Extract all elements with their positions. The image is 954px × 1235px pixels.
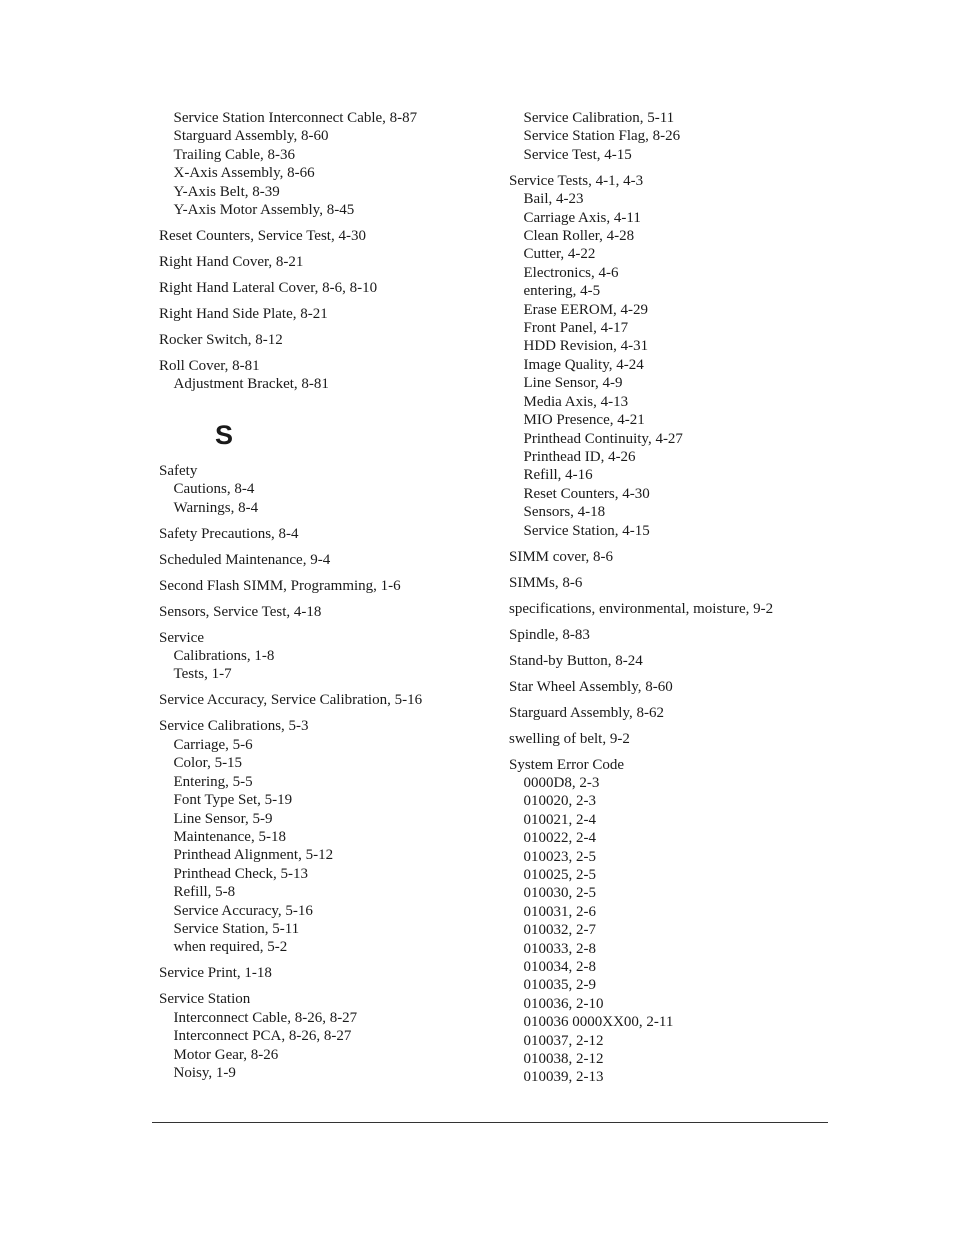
index-entry [159, 990, 489, 1082]
index-main-term: Service Tests, 4-1, 4-3 [509, 172, 644, 189]
index-main-term: Service Print, 1-18 [159, 965, 272, 982]
index-entry [159, 279, 489, 297]
index-main-term: Service Accuracy, Service Calibration, 5-16 [159, 692, 423, 709]
index-subterm: Cautions, 8-4 [173, 481, 255, 498]
index-subterm: Starguard Assembly, 8-60 [173, 128, 329, 145]
index-entry [509, 626, 829, 644]
index-entry [159, 462, 489, 517]
index-main-term: Roll Cover, 8-81 [159, 358, 260, 375]
index-subterm: Image Quality, 4-24 [523, 356, 644, 373]
index-subterm: HDD Revision, 4-31 [523, 338, 649, 355]
index-subterm: Y-Axis Motor Assembly, 8-45 [173, 202, 355, 219]
index-entry [509, 172, 829, 540]
index-subterm: 010020, 2-3 [523, 793, 596, 810]
index-main-term: Stand-by Button, 8-24 [509, 652, 643, 669]
index-subterm: Font Type Set, 5-19 [173, 792, 293, 809]
index-subterm: Refill, 5-8 [173, 884, 236, 901]
index-subterm: 0000D8, 2-3 [523, 774, 600, 791]
index-subterm: Printhead Alignment, 5-12 [173, 847, 334, 864]
index-main-term: swelling of belt, 9-2 [509, 730, 630, 747]
index-main-term: Safety [159, 462, 198, 479]
index-subterm: Interconnect Cable, 8-26, 8-27 [173, 1009, 358, 1026]
index-subterm: X-Axis Assembly, 8-66 [173, 165, 315, 182]
index-entry [159, 305, 489, 323]
index-subterm: Motor Gear, 8-26 [173, 1046, 279, 1063]
index-subterm: Y-Axis Belt, 8-39 [173, 183, 280, 200]
index-subterm: Printhead Check, 5-13 [173, 865, 309, 882]
index-subterm: Front Panel, 4-17 [523, 320, 629, 337]
index-subterm: Color, 5-15 [173, 755, 243, 772]
index-main-term: Right Hand Side Plate, 8-21 [159, 306, 328, 323]
index-subterm: 010023, 2-5 [523, 848, 596, 865]
index-entry [159, 357, 489, 394]
index-entry [159, 603, 489, 621]
index-subterm: Refill, 4-16 [523, 467, 593, 484]
index-subterm: Service Station Flag, 8-26 [523, 128, 681, 145]
index-subterm: Reset Counters, 4-30 [523, 485, 650, 502]
index-entry [159, 227, 489, 245]
index-subterm: 010031, 2-6 [523, 903, 596, 920]
index-main-term: Second Flash SIMM, Programming, 1-6 [159, 577, 401, 594]
index-entry [509, 574, 829, 592]
index-subterm: 010037, 2-12 [523, 1032, 604, 1049]
index-subterm: Printhead ID, 4-26 [523, 448, 636, 465]
index-entry [509, 109, 829, 164]
index-entry [509, 730, 829, 748]
index-subterm: Cutter, 4-22 [523, 246, 596, 263]
index-subterm: 010038, 2-12 [523, 1051, 604, 1068]
index-entry [159, 253, 489, 271]
index-subterm: 010032, 2-7 [523, 922, 596, 939]
index-subterm: 010033, 2-8 [523, 940, 596, 957]
index-subterm: Clean Roller, 4-28 [523, 228, 635, 245]
entries-group-bottom [159, 462, 489, 1083]
index-subterm: Calibrations, 1-8 [173, 648, 275, 665]
index-subterm: Sensors, 4-18 [523, 504, 606, 521]
footer-divider [152, 1122, 828, 1123]
index-main-term: Starguard Assembly, 8-62 [509, 704, 664, 721]
index-main-term: SIMM cover, 8-6 [509, 548, 613, 565]
index-subterm: Service Calibration, 5-11 [523, 110, 675, 126]
index-subterm: Entering, 5-5 [173, 773, 253, 790]
index-subterm: 010025, 2-5 [523, 866, 596, 883]
index-main-term: Service Calibrations, 5-3 [159, 718, 309, 735]
index-main-term: Scheduled Maintenance, 9-4 [159, 551, 331, 568]
index-entry [159, 577, 489, 595]
index-subterm: Media Axis, 4-13 [523, 393, 629, 410]
index-subterm: Tests, 1-7 [173, 666, 232, 683]
index-main-term: Spindle, 8-83 [509, 626, 590, 643]
index-subterm: Service Station, 4-15 [523, 522, 650, 539]
index-subterm: 010021, 2-4 [523, 811, 596, 828]
index-column-left [159, 109, 489, 1090]
index-subterm: 010036, 2-10 [523, 995, 604, 1012]
index-entry [159, 691, 489, 709]
index-subterm: Carriage, 5-6 [173, 736, 253, 753]
index-subterm: Adjustment Bracket, 8-81 [173, 376, 329, 393]
index-main-term: System Error Code [509, 756, 624, 773]
index-main-term: Sensors, Service Test, 4-18 [159, 603, 322, 620]
index-subterm: 010034, 2-8 [523, 959, 596, 975]
index-subterm: Noisy, 1-9 [173, 1064, 236, 1081]
index-entry [159, 964, 489, 982]
index-subterm: Service Station Interconnect Cable, 8-87 [173, 110, 418, 126]
index-entry [159, 551, 489, 569]
index-column-right [509, 109, 829, 1094]
index-subterm: Service Station, 5-11 [173, 920, 300, 937]
index-subterm: when required, 5-2 [173, 939, 288, 956]
index-subterm: Erase EEROM, 4-29 [523, 301, 649, 318]
index-main-term: Rocker Switch, 8-12 [159, 332, 283, 349]
index-entry [159, 525, 489, 543]
index-main-term: SIMMs, 8-6 [509, 574, 583, 591]
index-main-term: Right Hand Cover, 8-21 [159, 254, 304, 271]
index-subterm: Carriage Axis, 4-11 [523, 209, 641, 226]
index-subterm: Line Sensor, 5-9 [173, 810, 273, 827]
index-entry [159, 109, 489, 219]
entries-group-top [159, 109, 489, 394]
index-entry [509, 678, 829, 696]
index-main-term: Star Wheel Assembly, 8-60 [509, 678, 673, 695]
index-subterm: 010039, 2-13 [523, 1069, 604, 1086]
index-entry [509, 600, 829, 618]
index-subterm: Interconnect PCA, 8-26, 8-27 [173, 1028, 352, 1045]
index-main-term: Safety Precautions, 8-4 [159, 525, 299, 542]
index-subterm: Maintenance, 5-18 [173, 828, 286, 845]
index-subterm: entering, 4-5 [523, 283, 601, 300]
index-entry [159, 629, 489, 684]
index-subterm: Warnings, 8-4 [173, 499, 259, 516]
index-main-term: Service Station [159, 991, 251, 1008]
index-subterm: 010022, 2-4 [523, 830, 596, 847]
index-subterm: Printhead Continuity, 4-27 [523, 430, 683, 447]
index-main-term: Right Hand Lateral Cover, 8-6, 8-10 [159, 280, 378, 297]
index-subterm: Trailing Cable, 8-36 [173, 146, 296, 163]
index-subterm: Bail, 4-23 [523, 191, 584, 208]
index-subterm: Service Test, 4-15 [523, 146, 632, 163]
index-main-term: Reset Counters, Service Test, 4-30 [159, 228, 366, 245]
index-subterm: MIO Presence, 4-21 [523, 412, 645, 429]
index-subterm: Service Accuracy, 5-16 [173, 902, 313, 919]
index-entry [509, 704, 829, 722]
index-subterm: 010036 0000XX00, 2-11 [523, 1014, 674, 1031]
index-subterm: Line Sensor, 4-9 [523, 375, 623, 392]
index-subterm: Electronics, 4-6 [523, 264, 619, 281]
index-subterm: 010035, 2-9 [523, 977, 596, 994]
index-entry [159, 717, 489, 956]
entries-group-right [509, 109, 829, 1087]
index-main-term: specifications, environmental, moisture, 9-2 [509, 600, 774, 617]
index-main-term: Service [159, 629, 204, 646]
index-entry [509, 756, 829, 1087]
index-entry [159, 331, 489, 349]
index-subterm: 010030, 2-5 [523, 885, 596, 902]
index-entry [509, 548, 829, 566]
section-letter-heading: S [215, 419, 234, 450]
index-entry [509, 652, 829, 670]
